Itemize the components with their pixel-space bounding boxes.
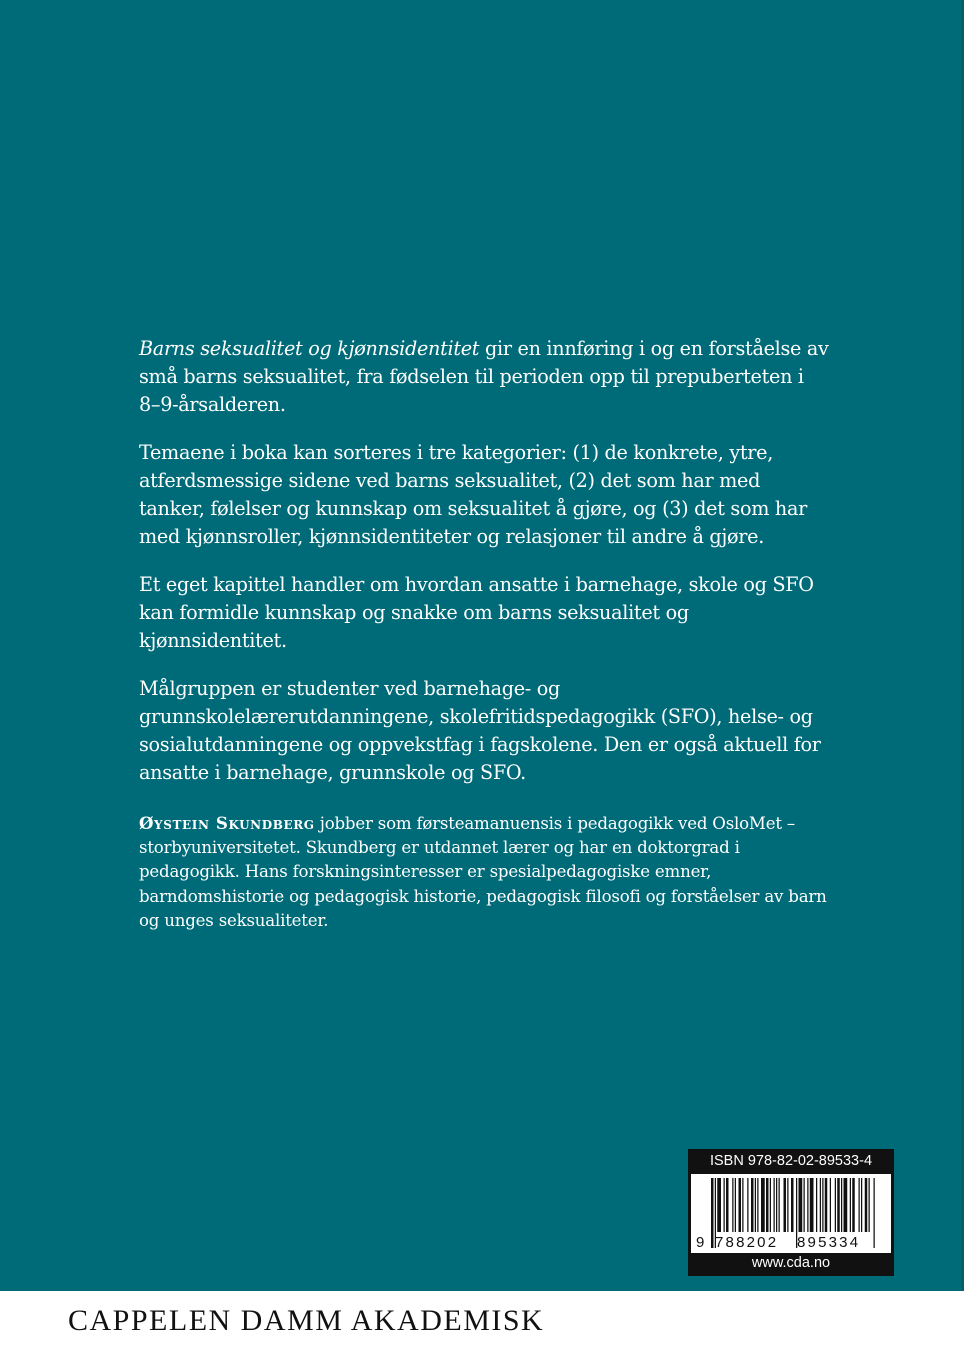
barcode-bar [830, 1178, 831, 1232]
barcode-bar [761, 1178, 765, 1232]
barcode-bar [852, 1178, 855, 1232]
barcode-bar [841, 1178, 842, 1232]
barcode-bar [774, 1178, 775, 1232]
barcode-digit-first: 9 [696, 1234, 705, 1251]
barcode-bar [757, 1178, 758, 1232]
barcode-bar [717, 1178, 721, 1232]
barcode-bar [807, 1178, 808, 1232]
barcode-bar [784, 1178, 787, 1232]
author-bio [139, 811, 829, 933]
barcode-bar [779, 1178, 780, 1232]
barcode-bar [861, 1178, 862, 1232]
barcode-digits-right: 895334 [797, 1234, 861, 1251]
barcode-digits-left: 788202 [715, 1234, 779, 1251]
author-bio-text: jobber som førsteamanuensis i pedagogikk ved OsloMet – storbyuniversitetet. Skundberg er utdannet lærer og har en doktorgrad i pedagogikk. Hans forskningsinteresser er spesialpedagogiske emner, barndomshistorie og pedagogisk historie, pedagogisk filosofi og forståelser av barn og unges seksualiteter. [139, 814, 827, 930]
isbn-block [688, 1149, 894, 1276]
barcode-bar [844, 1178, 848, 1232]
barcode-bar [735, 1178, 736, 1232]
barcode-bar [799, 1178, 803, 1232]
intro-text: gir en innføring i og en forståelse av små barns seksualitet, fra fødselen til perioden opp til prepuberteten i 8–9-årsalderen. [139, 337, 829, 416]
barcode-bar [787, 1178, 788, 1232]
barcode-bar [816, 1178, 817, 1232]
publisher-logo: CAPPELEN DAMM AKADEMISK [68, 1304, 545, 1337]
barcode-bar [791, 1178, 794, 1232]
barcode-bar [766, 1178, 769, 1232]
blurb-paragraph-chapter: Et eget kapittel handler om hvordan ansatte i barnehage, skole og SFO kan formidle kunnskap og snakke om barns seksualitet og kjønnsidentitet. [139, 573, 814, 652]
barcode-bar [869, 1178, 870, 1232]
back-cover-blurb [139, 335, 829, 953]
barcode-bar [732, 1178, 733, 1232]
barcode-digits [691, 1234, 891, 1250]
author-name: Øystein Skundberg [139, 813, 315, 833]
barcode-bar [724, 1178, 725, 1232]
barcode-bar [776, 1178, 777, 1232]
barcode-bar [835, 1178, 836, 1232]
barcode-bar [739, 1178, 742, 1232]
barcode-bar [742, 1178, 743, 1232]
barcode-bar [726, 1178, 729, 1232]
barcode-bar [747, 1178, 748, 1232]
isbn-number: ISBN 978-82-02-89533-4 [709, 1153, 873, 1169]
barcode-bar [822, 1178, 823, 1232]
barcode-bar [850, 1178, 851, 1232]
barcode [691, 1174, 891, 1253]
barcode-bar [837, 1178, 840, 1232]
barcode-bar [755, 1178, 756, 1232]
barcode-bar [859, 1178, 860, 1232]
barcode-bar [865, 1178, 868, 1232]
book-title: Barns seksualitet og kjønnsidentitet [139, 337, 480, 360]
barcode-bar [770, 1178, 771, 1232]
publisher-website: www.cda.no [751, 1255, 831, 1271]
barcode-bar [820, 1178, 821, 1232]
barcode-bar [751, 1178, 754, 1232]
barcode-bar [825, 1178, 828, 1232]
barcode-bar [810, 1178, 814, 1232]
blurb-paragraph-intro [139, 335, 829, 419]
blurb-paragraph-themes: Temaene i boka kan sorteres i tre kategorier: (1) de konkrete, ytre, atferdsmessige sidene ved barns seksualitet, (2) det som har med tanker, følelser og kunnskap om seksualitet å gjøre, og (3) det som har med kjønnsroller, kjønnsidentiteter og relasjoner til andre å gjøre. [139, 441, 807, 548]
barcode-bar [804, 1178, 805, 1232]
blurb-paragraph-audience: Målgruppen er studenter ved barnehage- og grunnskolelærerutdanningene, skolefritidspedagogikk (SFO), helse- og sosialutdanningene og oppvekstfag i fagskolene. Den er også aktuell for ansatte i barnehage, grunnskole og SFO. [139, 677, 821, 784]
